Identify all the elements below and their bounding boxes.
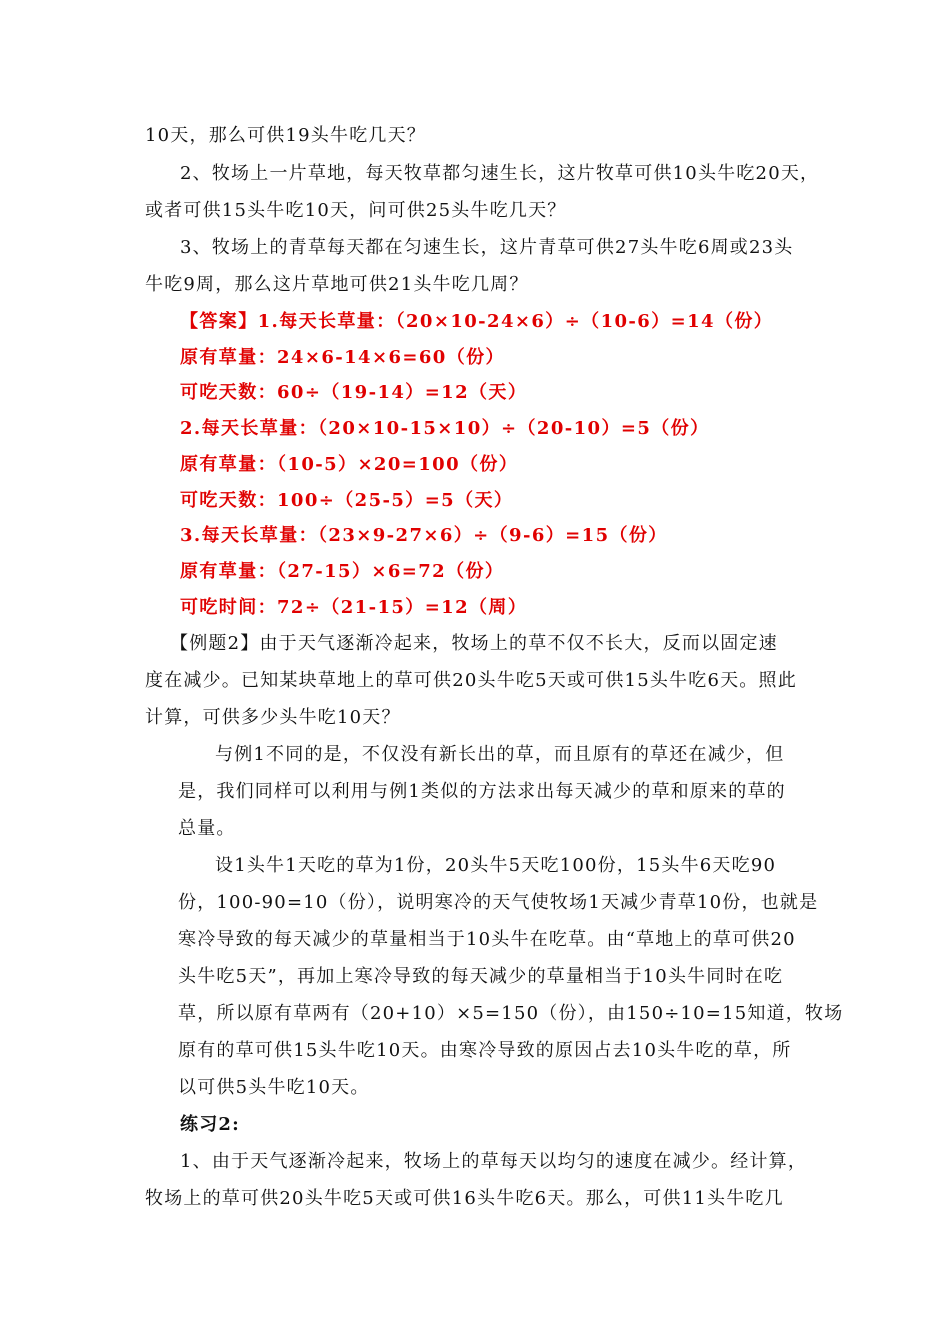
- example-title-line: 【例题2】由于天气逐渐冷起来，牧场上的草不仅不长大，反而以固定速: [170, 633, 778, 654]
- text-line: 寒冷导致的每天减少的草量相当于10头牛在吃草。由“草地上的草可供20: [178, 929, 796, 950]
- text-line: 是，我们同样可以利用与例1类似的方法求出每天减少的草和原来的草的: [178, 781, 786, 802]
- answer-line: 可吃天数：60÷（19-14）=12（天）: [180, 382, 528, 403]
- text-line: 1、由于天气逐渐冷起来，牧场上的草每天以均匀的速度在减少。经计算，: [180, 1151, 808, 1172]
- text-line: 以可供5头牛吃10天。: [178, 1077, 370, 1098]
- text-line: 总量。: [178, 818, 236, 839]
- answer-line: 3.每天长草量：（23×9-27×6）÷（9-6）=15（份）: [180, 525, 668, 546]
- answer-line: 2.每天长草量：（20×10-15×10）÷（20-10）=5（份）: [180, 418, 710, 439]
- text-line: 原有的草可供15头牛吃10天。由寒冷导致的原因占去10头牛吃的草，所: [178, 1040, 792, 1061]
- text-line: 牧场上的草可供20头牛吃5天或可供16头牛吃6天。那么，可供11头牛吃几: [145, 1188, 784, 1209]
- text-line: 度在减少。已知某块草地上的草可供20头牛吃5天或可供15头牛吃6天。照此: [145, 670, 797, 691]
- section-heading: 练习2:: [180, 1114, 240, 1135]
- text-line: 3、牧场上的青草每天都在匀速生长，这片青草可供27头牛吃6周或23头: [180, 237, 794, 258]
- text-line: 计算，可供多少头牛吃10天？: [145, 707, 401, 728]
- text-line: 与例1不同的是，不仅没有新长出的草，而且原有的草还在减少，但: [215, 744, 785, 765]
- text-line: 牛吃9周，那么这片草地可供21头牛吃几周？: [145, 274, 529, 295]
- text-line: 2、牧场上一片草地，每天牧草都匀速生长，这片牧草可供10头牛吃20天，: [180, 163, 820, 184]
- text-line: 份，100-90=10（份），说明寒冷的天气使牧场1天减少青草10份，也就是: [178, 892, 819, 913]
- answer-line: 可吃时间：72÷（21-15）=12（周）: [180, 597, 528, 618]
- answer-line: 原有草量：24×6-14×6=60（份）: [180, 347, 505, 368]
- text-line: 头牛吃5天”，再加上寒冷导致的每天减少的草量相当于10头牛同时在吃: [178, 966, 784, 987]
- answer-line: 可吃天数：100÷（25-5）=5（天）: [180, 490, 514, 511]
- text-line: 10天，那么可供19头牛吃几天？: [145, 125, 427, 146]
- answer-line: 原有草量：（10-5）×20=100（份）: [180, 454, 519, 475]
- text-line: 设1头牛1天吃的草为1份，20头牛5天吃100份，15头牛6天吃90: [215, 855, 777, 876]
- text-line: 或者可供15头牛吃10天，问可供25头牛吃几天？: [145, 200, 567, 221]
- answer-line: 【答案】1.每天长草量：（20×10-24×6）÷（10-6）=14（份）: [180, 311, 774, 332]
- text-line: 草，所以原有草两有（20+10）×5=150（份），由150÷10=15知道，牧场: [178, 1003, 844, 1024]
- answer-line: 原有草量：（27-15）×6=72（份）: [180, 561, 505, 582]
